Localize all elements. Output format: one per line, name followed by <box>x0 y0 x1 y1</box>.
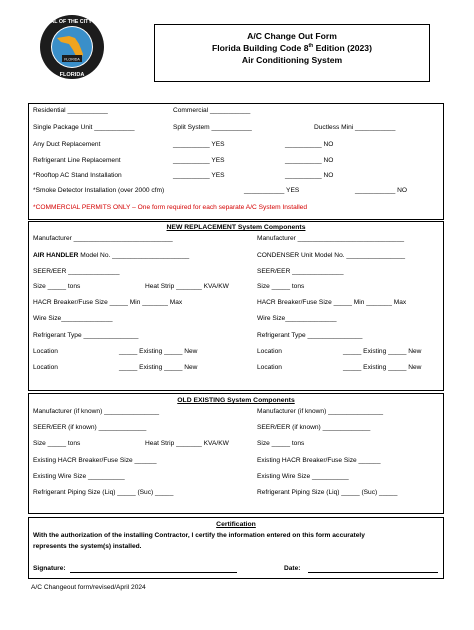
refrig-line-no[interactable]: __________ NO <box>285 157 334 164</box>
new-location1-left-label: Location <box>33 348 58 355</box>
new-size-right[interactable]: Size _____ tons <box>257 283 305 290</box>
certification-text-2: represents the system(s) installed. <box>33 543 142 550</box>
certification-text-1: With the authorization of the installing Contractor, I certify the information entered on this form accurately <box>33 532 365 539</box>
form-code-edition <box>155 42 429 54</box>
old-section-title: OLD EXISTING System Components <box>177 397 295 404</box>
residential-field[interactable]: Residential ___________ <box>33 107 108 114</box>
code-sup: th <box>308 43 314 50</box>
form-subtitle: Air Conditioning System <box>241 55 343 65</box>
header-box <box>154 24 430 82</box>
new-wire-left[interactable]: Wire Size______________ <box>33 315 113 322</box>
rooftop-yes[interactable]: __________ YES <box>173 172 225 179</box>
any-duct-label: Any Duct Replacement <box>33 141 101 148</box>
smoke-label: *Smoke Detector Installation (over 2000 cfm) <box>33 187 165 194</box>
old-wire-left[interactable]: Existing Wire Size __________ <box>33 473 125 480</box>
new-location2-left-label: Location <box>33 364 58 371</box>
old-manufacturer-left[interactable]: Manufacturer (if known) _______________ <box>33 408 160 415</box>
split-system-field[interactable]: Split System ___________ <box>173 124 252 131</box>
footer-revision: A/C Changeout form/revised/April 2024 <box>31 584 146 591</box>
old-heat-strip[interactable]: Heat Strip _______ KVA/KW <box>145 440 229 447</box>
date-line[interactable] <box>308 572 438 573</box>
new-refrig-left[interactable]: Refrigerant Type _______________ <box>33 332 139 339</box>
new-heat-strip[interactable]: Heat Strip _______ KVA/KW <box>145 283 229 290</box>
any-duct-yes[interactable]: __________ YES <box>173 141 225 148</box>
smoke-yes[interactable]: ___________ YES <box>244 187 300 194</box>
refrig-line-label: Refrigerant Line Replacement <box>33 157 121 164</box>
new-location2-right-label: Location <box>257 364 282 371</box>
old-seer-right[interactable]: SEER/EER (if known) _____________ <box>257 424 371 431</box>
rooftop-label: *Rooftop AC Stand Installation <box>33 172 122 179</box>
form-title: A/C Change Out Form <box>247 31 337 41</box>
commercial-note-a: *COMMERCIAL PERMITS ONLY <box>33 204 131 211</box>
city-seal-logo <box>39 14 105 80</box>
air-handler-rest: Model No. _____________________ <box>78 252 190 259</box>
old-piping-right[interactable]: Refrigerant Piping Size (Liq) _____ (Suc) _____ <box>257 489 398 496</box>
commercial-field[interactable]: Commercial ___________ <box>173 107 251 114</box>
commercial-note-b: – One form required for each separate A/C System Installed <box>130 204 307 211</box>
new-wire-right[interactable]: Wire Size______________ <box>257 315 337 322</box>
old-size-left[interactable]: Size _____ tons <box>33 440 81 447</box>
new-manufacturer-left[interactable]: Manufacturer ___________________________ <box>33 235 173 242</box>
single-package-field[interactable]: Single Package Unit ___________ <box>33 124 135 131</box>
svg-text:FLORIDA: FLORIDA <box>59 72 85 78</box>
old-hacr-left[interactable]: Existing HACR Breaker/Fuse Size ______ <box>33 457 157 464</box>
old-wire-right[interactable]: Existing Wire Size __________ <box>257 473 349 480</box>
signature-line[interactable] <box>70 572 237 573</box>
new-location1-left-options[interactable]: _____ Existing _____ New <box>119 348 198 355</box>
certification-title: Certification <box>216 521 256 528</box>
any-duct-no[interactable]: __________ NO <box>285 141 334 148</box>
new-location1-right-options[interactable]: _____ Existing _____ New <box>343 348 422 355</box>
old-hacr-right[interactable]: Existing HACR Breaker/Fuse Size ______ <box>257 457 381 464</box>
new-hacr-right[interactable]: HACR Breaker/Fuse Size _____ Min _______ Max <box>257 299 407 306</box>
new-section-title: NEW REPLACEMENT System Components <box>166 224 306 231</box>
air-handler-model[interactable] <box>33 252 189 259</box>
condenser-model[interactable]: CONDENSER Unit Model No. ________________ <box>257 252 406 259</box>
commercial-note <box>33 204 307 211</box>
new-size-left[interactable]: Size _____ tons <box>33 283 81 290</box>
new-seer-left[interactable]: SEER/EER ______________ <box>33 268 120 275</box>
code-edition: Edition (2023) <box>313 43 372 53</box>
old-seer-left[interactable]: SEER/EER (if known) _____________ <box>33 424 147 431</box>
ductless-mini-field[interactable]: Ductless Mini ___________ <box>314 124 396 131</box>
smoke-no[interactable]: ___________ NO <box>355 187 408 194</box>
signature-label: Signature: <box>33 565 66 572</box>
refrig-line-yes[interactable]: __________ YES <box>173 157 225 164</box>
new-hacr-left[interactable]: HACR Breaker/Fuse Size _____ Min _______ Max <box>33 299 183 306</box>
svg-text:FLORIDA: FLORIDA <box>64 57 80 62</box>
new-seer-right[interactable]: SEER/EER ______________ <box>257 268 344 275</box>
new-location1-right-label: Location <box>257 348 282 355</box>
new-manufacturer-right[interactable]: Manufacturer _____________________________ <box>257 235 405 242</box>
new-location2-left-options[interactable]: _____ Existing _____ New <box>119 364 198 371</box>
rooftop-no[interactable]: __________ NO <box>285 172 334 179</box>
old-piping-left[interactable]: Refrigerant Piping Size (Liq) _____ (Suc) _____ <box>33 489 174 496</box>
old-manufacturer-right[interactable]: Manufacturer (if known) _______________ <box>257 408 384 415</box>
old-size-right[interactable]: Size _____ tons <box>257 440 305 447</box>
air-handler-bold: AIR HANDLER <box>33 252 79 259</box>
date-label: Date: <box>284 565 301 572</box>
svg-text:SEAL OF THE CITY OF: SEAL OF THE CITY OF <box>43 19 101 25</box>
new-location2-right-options[interactable]: _____ Existing _____ New <box>343 364 422 371</box>
code-text: Florida Building Code 8 <box>212 43 309 53</box>
new-refrig-right[interactable]: Refrigerant Type _______________ <box>257 332 363 339</box>
